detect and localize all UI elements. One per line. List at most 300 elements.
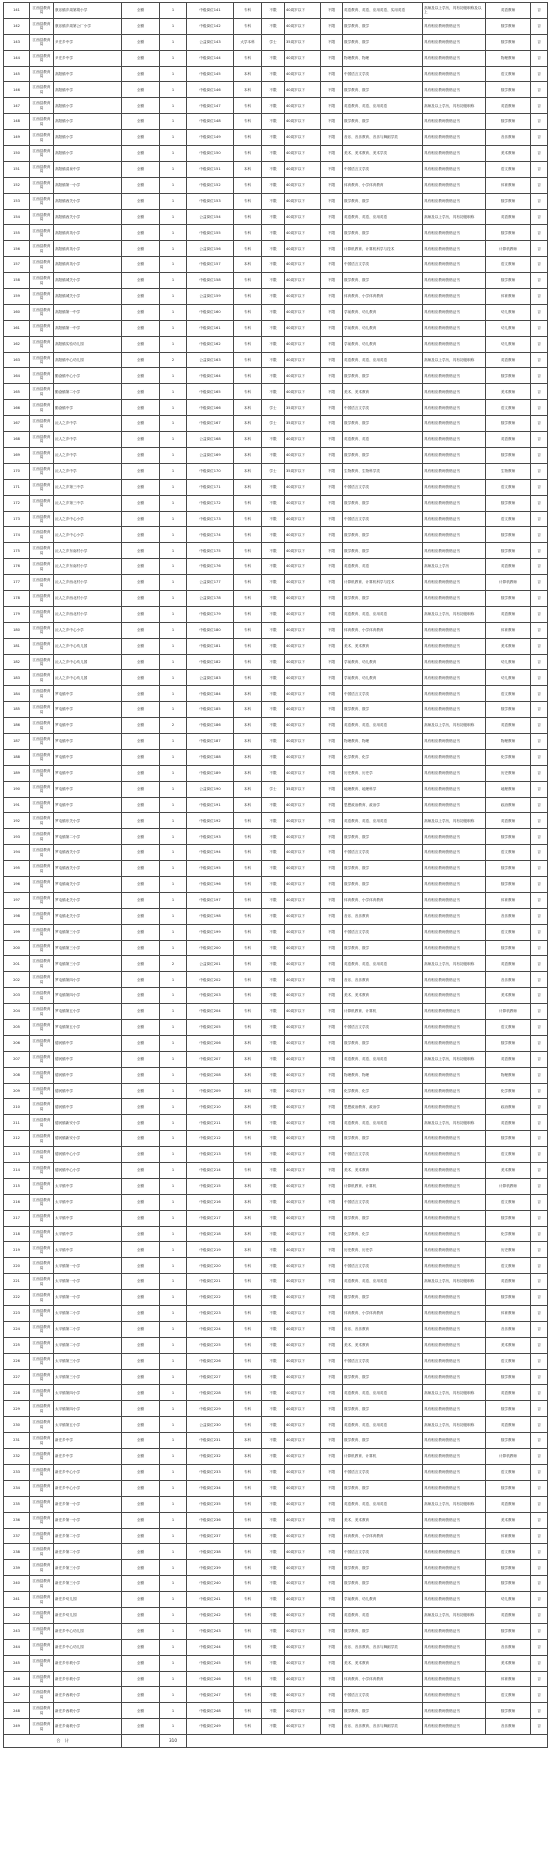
- degree-cell: 专科: [234, 1544, 262, 1560]
- unit-cell: 高阳镇育英小学: [54, 225, 122, 241]
- seq-cell: 225: [4, 1337, 30, 1353]
- table-row: [4, 320, 548, 336]
- post-cell: 中级岗位205: [187, 1020, 234, 1036]
- requirement-cell: 具有相应教师资格证书: [423, 702, 486, 718]
- funding-cell: 全额: [122, 1258, 160, 1274]
- post-cell: 中级岗位199: [187, 924, 234, 940]
- household-cell: 不限: [321, 400, 343, 416]
- department-cell: 江西县教育局: [30, 1353, 54, 1369]
- post-cell: 中级岗位147: [187, 98, 234, 114]
- age-cell: 40周岁以下: [285, 908, 321, 924]
- unit-cell: 罗屯镇东关小学: [54, 813, 122, 829]
- count-cell: 1: [160, 1306, 187, 1322]
- seq-cell: 240: [4, 1576, 30, 1592]
- count-cell: 1: [160, 98, 187, 114]
- requirement-cell: 具有相应教师资格证书: [423, 1099, 486, 1115]
- age-cell: 40周岁以下: [285, 654, 321, 670]
- requirement-cell: 高师及以上学历，具有初级职称: [423, 1385, 486, 1401]
- position-cell: 英语教师: [486, 813, 531, 829]
- unit-cell: 新庄乡第三小学: [54, 1576, 122, 1592]
- funding-cell: 全额: [122, 1035, 160, 1051]
- major-cell: 英语教育、英语、应用英语: [343, 1417, 423, 1433]
- table-row: [4, 1226, 548, 1242]
- count-cell: 1: [160, 479, 187, 495]
- diploma-cell: 不限: [262, 320, 285, 336]
- department-cell: 江西县教育局: [30, 1035, 54, 1051]
- flag-cell: 否: [531, 622, 548, 638]
- unit-cell: 沅人之乡西北村小学: [54, 606, 122, 622]
- degree-cell: 专科: [234, 3, 262, 19]
- post-cell: 中级岗位218: [187, 1226, 234, 1242]
- table-row: [4, 1242, 548, 1258]
- department-cell: 江西县教育局: [30, 257, 54, 273]
- position-cell: 英语教师: [486, 956, 531, 972]
- seq-cell: 245: [4, 1655, 30, 1671]
- unit-cell: 罗屯镇中学: [54, 781, 122, 797]
- flag-cell: 否: [531, 1099, 548, 1115]
- position-cell: 政治教师: [486, 1099, 531, 1115]
- requirement-cell: 具有相应教师资格证书: [423, 34, 486, 50]
- major-cell: 中国语言文学类: [343, 924, 423, 940]
- post-cell: 中级岗位157: [187, 257, 234, 273]
- age-cell: 40周岁以下: [285, 304, 321, 320]
- requirement-cell: 具有相应教师资格证书: [423, 1178, 486, 1194]
- department-cell: 江西县教育局: [30, 575, 54, 591]
- diploma-cell: 不限: [262, 797, 285, 813]
- position-cell: 英语教师: [486, 209, 531, 225]
- funding-cell: 全额: [122, 130, 160, 146]
- degree-cell: 专科: [234, 924, 262, 940]
- funding-cell: 全额: [122, 1337, 160, 1353]
- post-cell: 中级岗位220: [187, 1258, 234, 1274]
- diploma-cell: 不限: [262, 1433, 285, 1449]
- major-cell: 数学教育、数学: [343, 1576, 423, 1592]
- department-cell: 江西县教育局: [30, 1083, 54, 1099]
- funding-cell: 全额: [122, 1687, 160, 1703]
- degree-cell: 专科: [234, 273, 262, 289]
- position-cell: 数学教师: [486, 702, 531, 718]
- household-cell: 不限: [321, 1480, 343, 1496]
- age-cell: 40周岁以下: [285, 1639, 321, 1655]
- seq-cell: 165: [4, 384, 30, 400]
- table-row: [4, 463, 548, 479]
- seq-cell: 223: [4, 1306, 30, 1322]
- major-cell: 化学教育、化学: [343, 1226, 423, 1242]
- count-cell: 1: [160, 177, 187, 193]
- requirement-cell: 具有相应教师资格证书: [423, 829, 486, 845]
- unit-cell: 沅人之乡中心幼儿园: [54, 654, 122, 670]
- requirement-cell: 具有相应教师资格证书: [423, 972, 486, 988]
- funding-cell: 全额: [122, 956, 160, 972]
- funding-cell: 全额: [122, 1274, 160, 1290]
- degree-cell: 本科: [234, 1210, 262, 1226]
- department-cell: 江西县教育局: [30, 1576, 54, 1592]
- diploma-cell: 不限: [262, 1147, 285, 1163]
- household-cell: 不限: [321, 304, 343, 320]
- table-row: [4, 765, 548, 781]
- requirement-cell: 具有相应教师资格证书: [423, 1035, 486, 1051]
- position-cell: 数学教师: [486, 416, 531, 432]
- flag-cell: 否: [531, 1464, 548, 1480]
- requirement-cell: 具有相应教师资格证书: [423, 273, 486, 289]
- diploma-cell: 不限: [262, 1035, 285, 1051]
- post-cell: 中级岗位152: [187, 177, 234, 193]
- requirement-cell: 高师及以上学历，具有初级职称: [423, 98, 486, 114]
- funding-cell: 全额: [122, 622, 160, 638]
- funding-cell: 全额: [122, 940, 160, 956]
- post-cell: 中级岗位222: [187, 1290, 234, 1306]
- position-cell: 语文教师: [486, 1464, 531, 1480]
- household-cell: 不限: [321, 988, 343, 1004]
- household-cell: 不限: [321, 765, 343, 781]
- diploma-cell: 不限: [262, 1274, 285, 1290]
- diploma-cell: 不限: [262, 511, 285, 527]
- seq-cell: 150: [4, 146, 30, 162]
- position-cell: 美术教师: [486, 638, 531, 654]
- major-cell: 中国语言文学类: [343, 845, 423, 861]
- position-cell: 语文教师: [486, 686, 531, 702]
- count-cell: 1: [160, 1560, 187, 1576]
- department-cell: 江西县教育局: [30, 1226, 54, 1242]
- post-cell: 中级岗位167: [187, 416, 234, 432]
- unit-cell: 新庄乡东坡小学: [54, 1655, 122, 1671]
- seq-cell: 187: [4, 733, 30, 749]
- major-cell: 学前教育、幼儿教育: [343, 336, 423, 352]
- post-cell: 中级岗位237: [187, 1528, 234, 1544]
- table-row: [4, 495, 548, 511]
- requirement-cell: 具有相应教师资格证书: [423, 1258, 486, 1274]
- age-cell: 40周岁以下: [285, 1687, 321, 1703]
- age-cell: 40周岁以下: [285, 1274, 321, 1290]
- household-cell: 不限: [321, 1210, 343, 1226]
- funding-cell: 全额: [122, 432, 160, 448]
- unit-cell: 德河镇中心小学: [54, 1163, 122, 1179]
- age-cell: 40周岁以下: [285, 797, 321, 813]
- diploma-cell: 不限: [262, 304, 285, 320]
- seq-cell: 153: [4, 193, 30, 209]
- position-cell: 物理教师: [486, 1067, 531, 1083]
- department-cell: 江西县教育局: [30, 1020, 54, 1036]
- department-cell: 江西县教育局: [30, 209, 54, 225]
- unit-cell: 沅人之乡中心小学: [54, 527, 122, 543]
- requirement-cell: 具有相应教师资格证书: [423, 463, 486, 479]
- flag-cell: 否: [531, 638, 548, 654]
- count-cell: 1: [160, 622, 187, 638]
- count-cell: 1: [160, 1020, 187, 1036]
- diploma-cell: 不限: [262, 98, 285, 114]
- major-cell: 音乐、音乐教育: [343, 908, 423, 924]
- count-cell: 1: [160, 733, 187, 749]
- degree-cell: 专科: [234, 1464, 262, 1480]
- table-row: [4, 114, 548, 130]
- post-cell: 中级岗位166: [187, 400, 234, 416]
- major-cell: 音乐、音乐教育: [343, 1321, 423, 1337]
- major-cell: 数学教育、数学: [343, 527, 423, 543]
- major-cell: 英语教育、英语、应用英语: [343, 98, 423, 114]
- requirement-cell: 具有相应教师资格证书: [423, 1401, 486, 1417]
- diploma-cell: 不限: [262, 495, 285, 511]
- degree-cell: 专科: [234, 813, 262, 829]
- post-cell: 中级岗位229: [187, 1401, 234, 1417]
- department-cell: 江西县教育局: [30, 622, 54, 638]
- funding-cell: 全额: [122, 447, 160, 463]
- diploma-cell: 不限: [262, 1560, 285, 1576]
- seq-cell: 167: [4, 416, 30, 432]
- position-cell: 语文教师: [486, 257, 531, 273]
- position-cell: 语文教师: [486, 924, 531, 940]
- position-cell: 英语教师: [486, 1417, 531, 1433]
- household-cell: 不限: [321, 416, 343, 432]
- requirement-cell: 具有相应教师资格证书: [423, 1369, 486, 1385]
- seq-cell: 177: [4, 575, 30, 591]
- flag-cell: 否: [531, 829, 548, 845]
- household-cell: 不限: [321, 1131, 343, 1147]
- table-row: [4, 797, 548, 813]
- flag-cell: 否: [531, 876, 548, 892]
- age-cell: 40周岁以下: [285, 209, 321, 225]
- count-cell: 1: [160, 606, 187, 622]
- requirement-cell: 具有相应教师资格证书: [423, 1306, 486, 1322]
- major-cell: 数学教育、数学: [343, 829, 423, 845]
- funding-cell: 全额: [122, 289, 160, 305]
- count-cell: 2: [160, 956, 187, 972]
- seq-cell: 236: [4, 1512, 30, 1528]
- post-cell: 中级岗位173: [187, 511, 234, 527]
- diploma-cell: 不限: [262, 654, 285, 670]
- flag-cell: 否: [531, 559, 548, 575]
- post-cell: 中级岗位171: [187, 479, 234, 495]
- major-cell: 美术、美术教育: [343, 1512, 423, 1528]
- table-row: [4, 559, 548, 575]
- funding-cell: 全额: [122, 479, 160, 495]
- count-cell: 1: [160, 511, 187, 527]
- seq-cell: 233: [4, 1464, 30, 1480]
- unit-cell: 新庄乡西坡小学: [54, 1703, 122, 1719]
- degree-cell: 专科: [234, 940, 262, 956]
- diploma-cell: 不限: [262, 1178, 285, 1194]
- requirement-cell: 具有相应教师资格证书: [423, 1131, 486, 1147]
- flag-cell: 否: [531, 352, 548, 368]
- household-cell: 不限: [321, 1004, 343, 1020]
- household-cell: 不限: [321, 368, 343, 384]
- department-cell: 江西县教育局: [30, 400, 54, 416]
- major-cell: 计算机教育、计算机科学与技术: [343, 241, 423, 257]
- post-cell: 中级岗位245: [187, 1655, 234, 1671]
- household-cell: 不限: [321, 193, 343, 209]
- major-cell: 中国语言文学类: [343, 479, 423, 495]
- funding-cell: 全额: [122, 1115, 160, 1131]
- age-cell: 40周岁以下: [285, 1433, 321, 1449]
- unit-cell: 高阳镇小学: [54, 130, 122, 146]
- post-cell: 中级岗位164: [187, 368, 234, 384]
- seq-cell: 220: [4, 1258, 30, 1274]
- requirement-cell: 具有相应教师资格证书: [423, 1004, 486, 1020]
- flag-cell: 否: [531, 1480, 548, 1496]
- major-cell: 学前教育、幼儿教育: [343, 654, 423, 670]
- age-cell: 40周岁以下: [285, 384, 321, 400]
- recruitment-table-sheet: [3, 2, 547, 1849]
- flag-cell: 否: [531, 988, 548, 1004]
- department-cell: 江西县教育局: [30, 1671, 54, 1687]
- count-cell: 1: [160, 797, 187, 813]
- count-cell: 1: [160, 1274, 187, 1290]
- diploma-cell: 不限: [262, 479, 285, 495]
- household-cell: 不限: [321, 1353, 343, 1369]
- degree-cell: 专科: [234, 1306, 262, 1322]
- requirement-cell: 高师及以上学历: [423, 559, 486, 575]
- flag-cell: 否: [531, 670, 548, 686]
- degree-cell: 专科: [234, 1321, 262, 1337]
- flag-cell: 否: [531, 1020, 548, 1036]
- funding-cell: 全额: [122, 241, 160, 257]
- household-cell: 不限: [321, 1417, 343, 1433]
- age-cell: 40周岁以下: [285, 1512, 321, 1528]
- post-cell: 中级岗位151: [187, 161, 234, 177]
- age-cell: 40周岁以下: [285, 146, 321, 162]
- household-cell: 不限: [321, 1274, 343, 1290]
- degree-cell: 专科: [234, 1496, 262, 1512]
- degree-cell: 专科: [234, 1290, 262, 1306]
- age-cell: 40周岁以下: [285, 225, 321, 241]
- unit-cell: 太平镇第一小学: [54, 1274, 122, 1290]
- flag-cell: 否: [531, 257, 548, 273]
- position-cell: 计算机教师: [486, 1178, 531, 1194]
- seq-cell: 181: [4, 638, 30, 654]
- major-cell: 数学教育、数学: [343, 876, 423, 892]
- household-cell: 不限: [321, 479, 343, 495]
- position-cell: 数学教师: [486, 82, 531, 98]
- age-cell: 40周岁以下: [285, 559, 321, 575]
- unit-cell: 高阳镇育英小学: [54, 241, 122, 257]
- funding-cell: 全额: [122, 1147, 160, 1163]
- flag-cell: 否: [531, 1258, 548, 1274]
- count-cell: 1: [160, 1544, 187, 1560]
- requirement-cell: 具有相应教师资格证书: [423, 511, 486, 527]
- household-cell: 不限: [321, 273, 343, 289]
- major-cell: 数学教育、数学: [343, 1480, 423, 1496]
- count-cell: 1: [160, 1449, 187, 1465]
- diploma-cell: 不限: [262, 1401, 285, 1417]
- age-cell: 40周岁以下: [285, 1020, 321, 1036]
- major-cell: 数学教育、数学: [343, 368, 423, 384]
- table-row: [4, 1337, 548, 1353]
- major-cell: 思想政治教育、政治学: [343, 797, 423, 813]
- unit-cell: 太平镇中学: [54, 1210, 122, 1226]
- seq-cell: 246: [4, 1671, 30, 1687]
- seq-cell: 148: [4, 114, 30, 130]
- flag-cell: 否: [531, 1719, 548, 1735]
- flag-cell: 否: [531, 940, 548, 956]
- household-cell: 不限: [321, 257, 343, 273]
- post-cell: 中级岗位212: [187, 1131, 234, 1147]
- diploma-cell: 不限: [262, 1576, 285, 1592]
- position-cell: 化学教师: [486, 1083, 531, 1099]
- degree-cell: 本科: [234, 479, 262, 495]
- table-row: [4, 1004, 548, 1020]
- diploma-cell: 不限: [262, 988, 285, 1004]
- unit-cell: 高阳镇清泉中学: [54, 161, 122, 177]
- department-cell: 江西县教育局: [30, 98, 54, 114]
- flag-cell: 否: [531, 956, 548, 972]
- major-cell: 数学教育、数学: [343, 543, 423, 559]
- position-cell: 数学教师: [486, 447, 531, 463]
- diploma-cell: 学士: [262, 34, 285, 50]
- position-cell: 体育教师: [486, 1306, 531, 1322]
- position-cell: 生物教师: [486, 463, 531, 479]
- position-cell: 体育教师: [486, 1671, 531, 1687]
- count-cell: 1: [160, 289, 187, 305]
- diploma-cell: 不限: [262, 1480, 285, 1496]
- flag-cell: 否: [531, 1687, 548, 1703]
- post-cell: 中级岗位246: [187, 1671, 234, 1687]
- unit-cell: 勤奋镇第二小学: [54, 384, 122, 400]
- post-cell: 中级岗位165: [187, 384, 234, 400]
- flag-cell: 否: [531, 1290, 548, 1306]
- flag-cell: 否: [531, 1147, 548, 1163]
- diploma-cell: 不限: [262, 18, 285, 34]
- diploma-cell: 不限: [262, 82, 285, 98]
- requirement-cell: 高师及以上学历，具有初级职称: [423, 813, 486, 829]
- position-cell: 数学教师: [486, 1290, 531, 1306]
- diploma-cell: 不限: [262, 1655, 285, 1671]
- funding-cell: 全额: [122, 1417, 160, 1433]
- post-cell: 中级岗位155: [187, 225, 234, 241]
- household-cell: 不限: [321, 1449, 343, 1465]
- requirement-cell: 具有相应教师资格证书: [423, 988, 486, 1004]
- funding-cell: 全额: [122, 1528, 160, 1544]
- department-cell: 江西县教育局: [30, 988, 54, 1004]
- count-cell: 1: [160, 654, 187, 670]
- diploma-cell: 不限: [262, 1210, 285, 1226]
- flag-cell: 否: [531, 972, 548, 988]
- seq-cell: 235: [4, 1496, 30, 1512]
- funding-cell: 全额: [122, 1004, 160, 1020]
- post-cell: 中级岗位174: [187, 527, 234, 543]
- flag-cell: 否: [531, 98, 548, 114]
- requirement-cell: 高师及以上学历，具有初级职称: [423, 209, 486, 225]
- major-cell: 美术、美术教育: [343, 988, 423, 1004]
- degree-cell: 本科: [234, 1242, 262, 1258]
- unit-cell: 新庄乡幼儿园: [54, 1607, 122, 1623]
- major-cell: 美术、美术教育: [343, 1163, 423, 1179]
- count-cell: 1: [160, 18, 187, 34]
- count-cell: 1: [160, 130, 187, 146]
- table-row: [4, 1592, 548, 1608]
- household-cell: 不限: [321, 1321, 343, 1337]
- seq-cell: 222: [4, 1290, 30, 1306]
- position-cell: 美术教师: [486, 1655, 531, 1671]
- department-cell: 江西县教育局: [30, 66, 54, 82]
- position-cell: 数学教师: [486, 1623, 531, 1639]
- diploma-cell: 不限: [262, 829, 285, 845]
- position-cell: 数学教师: [486, 1035, 531, 1051]
- post-cell: 中级岗位226: [187, 1353, 234, 1369]
- major-cell: 数学教育、数学: [343, 1035, 423, 1051]
- flag-cell: 否: [531, 702, 548, 718]
- requirement-cell: 具有相应教师资格证书: [423, 892, 486, 908]
- position-cell: 数学教师: [486, 1703, 531, 1719]
- diploma-cell: 不限: [262, 622, 285, 638]
- degree-cell: 本科: [234, 718, 262, 734]
- count-cell: 1: [160, 1035, 187, 1051]
- flag-cell: 否: [531, 463, 548, 479]
- seq-cell: 224: [4, 1321, 30, 1337]
- table-row: [4, 1528, 548, 1544]
- age-cell: 40周岁以下: [285, 1306, 321, 1322]
- household-cell: 不限: [321, 575, 343, 591]
- major-cell: 英语教育、英语、应用英语: [343, 1274, 423, 1290]
- funding-cell: 全额: [122, 368, 160, 384]
